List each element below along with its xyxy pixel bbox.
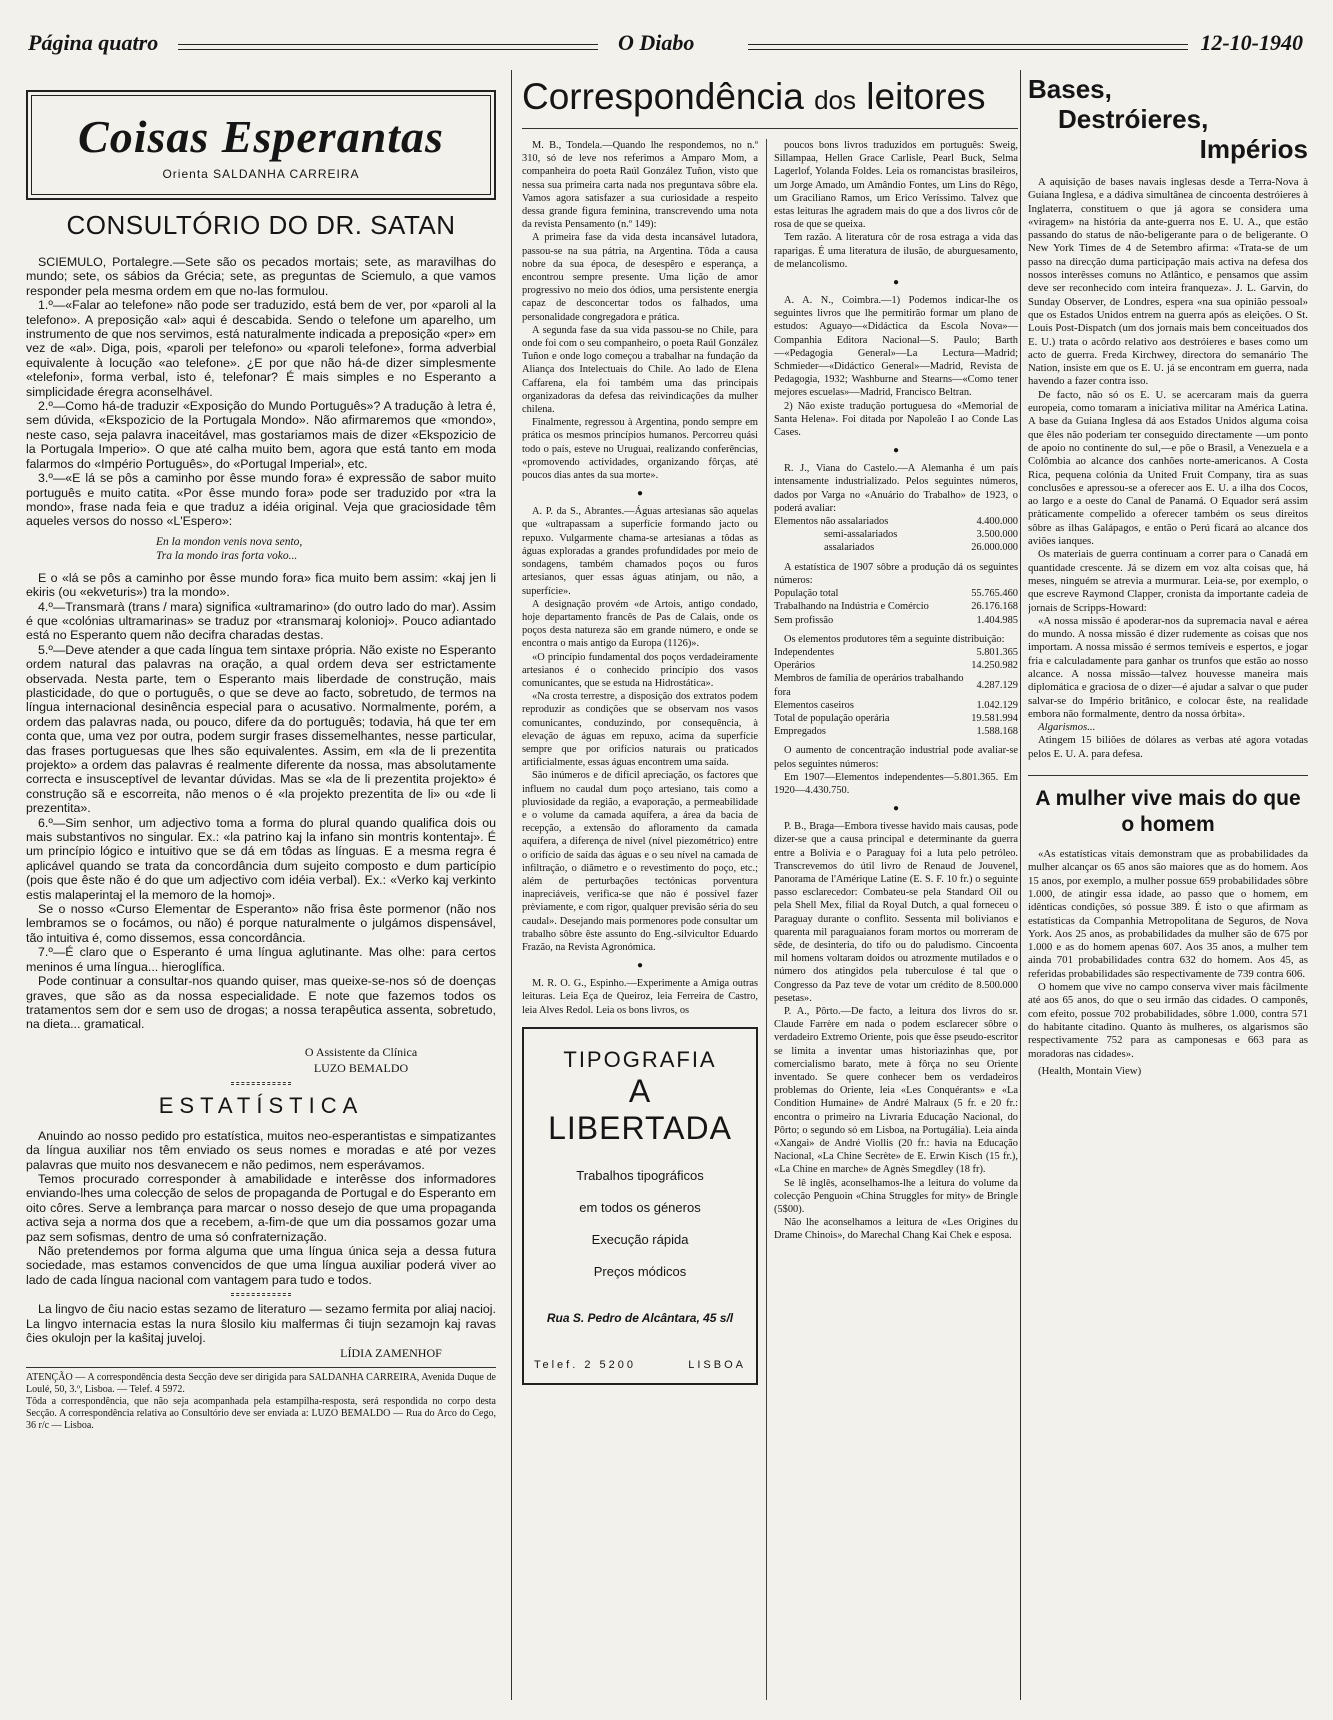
- letter-reply: P. A., Pôrto.—De facto, a leitura dos livros do sr. Claude Farrère em nada o podem esclarecer sôbre o verdadeiro Extremo Oriente, pois que êsse pseudo-escritor se limita a inventar umas historiazinhas que, por comercialismo barato, mete à fôrça no seu Oriente inventado. Se quere conhecer bem os verdadeiros problemas do Oriente, leia «Les Conquérants» e «La Condition Humaine» de André Malraux (5 fr. e 20 fr.: encontra o primeiro na Livraria Educação Nacional, do Pôrto; o segundo só em Lisboa, na Portugália). Leia ainda «Xangai» de André Viollis (20 fr.: havia na Educação Nacional, «La Chine Secrète» de E. Erwin Kisch (15 fr.), «La Chine en marche» de Agnès Smegdley (18 fr).: [774, 1005, 1018, 1176]
- article-paragraph: Não pretendemos por forma alguma que uma língua única seja a dessa futura sociedade, mas estamos convencidos de que uma língua auxiliar poderá viver ao lado de cada língua nacional com vantagem para tudo e todos.: [26, 1243, 496, 1287]
- corr-subcolumn-left: [522, 139, 758, 1385]
- table-row: [774, 646, 1018, 659]
- ad-line: Trabalhos tipográficos: [576, 1167, 704, 1183]
- article-paragraph: 2.º—Como há-de traduzir «Exposição do Mundo Português»? A tradução à letra é, sem dúvida, «Ekspozicio de la Portugala Mondo». Não afirmaremos que «mondo», neste caso, seja palavra inaceitável, mas gostariamos mais de dizer «Ekspozicio de la Portugala Imperio». O que até calha muito bem, agora que está tanto em moda falarmos do «Império Português», do «Portugal Imperial», etc.: [26, 399, 496, 471]
- table-row: [774, 541, 1018, 554]
- table-row: [774, 725, 1018, 738]
- heading-rule: [522, 128, 1018, 129]
- letter-reply: A primeira fase da vida desta incansável lutadora, passou-se na sua pátria, na Argentina. Tôda a causa nobre da sua época, de desespêro e esperança, a encontrou sempre presente. Uma lição de amor progressivo no meio dos ódios, uma persistente energia capaz de desconcertar todos os falhados, uma personalidade congregadora e prática.: [522, 232, 758, 323]
- table-value: 1.404.985: [976, 614, 1018, 626]
- column-divider: [1020, 70, 1021, 1700]
- coisas-esperantas-column: [26, 70, 496, 1700]
- signature-name: LUZO BEMALDO: [313, 1060, 409, 1075]
- letter-reply: Tem razão. A literatura côr de rosa estraga a vida das raparigas. É uma literatura de ilusão, de aburguesamento, de melancolismo.: [774, 232, 1018, 270]
- table-label: Total de população operária: [774, 712, 890, 724]
- table-value: 55.765.460: [971, 588, 1018, 600]
- letter-reply: M. R. O. G., Espinho.—Experimente a Amiga outras leituras. Leia Eça de Queiroz, leia Ferreira de Castro, leia Alves Redol. Leia os bons livros, os: [522, 978, 758, 1016]
- heading-line: Bases,: [1028, 74, 1112, 104]
- article-paragraph: «As estatísticas vitais demonstram que as probabilidades da mulher alcançar os 65 anos são maiores que as do homem. Aos 15 anos, por exemplo, a mulher possue 659 probabilidades sôbre 1.000, de atingir essa idade, ao passo que o homem, em idênticas condições, só possue 389. É isto o que afirmam as estatísticas da Companhia Metropolitana de Seguros, de Nova York. Aos 25 anos, as probabilidades da mulher são de 675 por 1.000 e as do homem apenas 607. Aos 35 anos, a mulher tem ainda 701 probabilidades contra 632 do homem. Aos 45, as referidas probabilidades são respectivamente de 739 contra 606.: [1028, 848, 1308, 980]
- letter-reply: Os elementos produtores têm a seguinte distribuição:: [784, 633, 1005, 645]
- stats-table: [774, 515, 1018, 555]
- article-paragraph: Os materiais de guerra continuam a correr para o Canadá em quantidade crescente. Já se dizem em voz alta coisas que, há meses, ninguém se atrevia a murmurar. Leia-se, por exemplo, o que escreve Raymond Clapper, cronista da importante cadeia de jornais de Scripps-Howard:: [1028, 548, 1308, 614]
- corr-subcolumn-right: [774, 139, 1018, 1243]
- article-paragraph: 7.º—É claro que o Esperanto é uma língua aglutinante. Mas olhe: para certos meninos é uma língua... hieroglífica.: [26, 945, 496, 974]
- letter-reply: A designação provém «de Artois, antigo condado, hoje departamento francês de Pas de Calais, onde os poços desta natureza são em grande número, e onde se encontra o mais antigo da Europa (1126)».: [522, 598, 758, 650]
- article-paragraph: E o «lá se pôs a caminho por êsse mundo fora» fica muito bem assim: «kaj jen li ekiris (ou «ekveturis») tra la mondo».: [26, 570, 496, 600]
- article-paragraph: De facto, não só os E. U. se acercaram mais da guerra europeia, como tomaram a iniciativa militar na América Latina. A base da Guiana Inglesa dá aos Estados Unidos alguma coisa que êles não poderiam ter conseguido directamente —um ponto de apoio no continente do sul,—e põe o Brasil, a Venezuela e a Colômbia ao alcance dos canhões norte-americanos. A Costa Rica, pequena colónia da United Fruit Company, tira as suas conclusões e apressou-se a oferecer aos E. U. a ilha dos Cocos, ao largo e a oeste do Canal de Panamá. O Equador será assim pràticamente compelido a oferecer também os seus direitos sôbre as ilhas Galápagos, e então o Perú ficará ao alcance dos aviões ianques.: [1028, 388, 1308, 548]
- table-row: [774, 712, 1018, 725]
- table-label: Trabalhando na Indústria e Comércio: [774, 601, 929, 613]
- masthead-rule: [178, 44, 598, 50]
- table-label: Independentes: [774, 646, 835, 658]
- article-paragraph: Atingem 15 biliões de dólares as verbas até agora votadas pelos E. U. A. para defesa.: [1028, 734, 1308, 760]
- heading-line: Destróieres,: [1058, 104, 1209, 134]
- table-label: População total: [774, 588, 839, 600]
- bases-column: [1028, 70, 1308, 1700]
- stats-table: [774, 646, 1018, 738]
- page-number: Página quatro: [28, 30, 159, 55]
- table-row: [774, 699, 1018, 712]
- letter-reply: Não lhe aconselhamos a leitura de «Les Origines du Drame Chinois», do Marechal Chang Kai Chek e esposa.: [774, 1217, 1018, 1242]
- separator-dot: ●: [636, 488, 644, 500]
- table-label: Sem profissão: [774, 614, 834, 626]
- ad-phone: Telef. 2 5200: [534, 1358, 636, 1371]
- table-row: [774, 515, 1018, 528]
- section-banner: [26, 90, 496, 200]
- article-paragraph: 1.º—«Falar ao telefone» não pode ser traduzido, está bem de ver, por «paroli al la telefono». A preposição «al» aqui é descabida. Sendo o telefone um aparelho, um instrumento de que nos servimos, está naturalmente indicada a preposição «per» em vez de «al». Diga, pois, «paroli per telefono» ou «paroli telefone», forma adverbial equivalente à locução «ao telefone». ¿E por que não há-de dizer simplesmente «telefoni», forma verbal, isto é, telefonar? É mais simples e no Esperanto a simplicidade éregra aconselhável.: [26, 298, 496, 399]
- ad-line: Execução rápida: [591, 1231, 689, 1247]
- letter-reply: A estatística de 1907 sôbre a produção dá os seguintes números:: [774, 561, 1018, 586]
- letter-reply: O aumento de concentração industrial pode avaliar-se pelos seguintes números:: [774, 745, 1018, 770]
- letter-reply: Se lê inglês, aconselhamos-lhe a leitura do volume da colecção Penguoin «China Struggles for mity» de Bringle (5$00).: [774, 1177, 1018, 1216]
- table-value: 3.500.000: [976, 529, 1018, 541]
- issue-date: 12-10-1940: [1200, 30, 1303, 55]
- ad-city: LISBOA: [688, 1358, 746, 1371]
- separator-dot: ●: [636, 960, 644, 972]
- table-value: 14.250.982: [971, 660, 1018, 672]
- table-label: Empregados: [774, 726, 826, 738]
- table-label: semi-assalariados: [824, 529, 898, 541]
- correspondencia-column: [522, 70, 1018, 1700]
- signature-line: O Assistente da Clínica: [304, 1044, 418, 1059]
- table-value: 5.801.365: [976, 646, 1018, 658]
- letter-reply: poucos bons livros traduzidos em português: Sweig, Sillampaa, Hellen Grace Carlisle, Pearl Buck, Selma Lagerlof, Yolanda Foldes. Leia os romancistas brasileiros, um Jorge Amado, um Amândio Fontes, um Lins do Rêgo, um Graciliano Ramos, um Erico Veríssimo. Talvez que estas leituras lhe agradem mais do que a dos livros côr de rosa de que se queixa.: [774, 140, 1018, 231]
- article-paragraph: «A nossa missão é apoderar-nos da supremacia naval e aérea do mundo. A nossa missão é dizer rudemente as coisas que nos importam. A nossa missão é sermos temíveis e espertos, e jogar fria e calculadamente para ganhar os trunfos que estão ao nosso alcance. A nossa missão—talvez houvesse maneira mais diplomática e graciosa de o dizer—é ajudar a salvar o que puder salvar-se do Império britânico, e colocar êste, na realidade embora não formalmente, dentro da nossa órbita».: [1028, 614, 1308, 720]
- article-paragraph: O homem que vive no campo conserva viver mais fàcilmente até aos 65 anos, do que o seu irmão das cidades. O camponês, com efeito, possue 702 probabilidades, sôbre 1.000, contra 571 do habitante citadino. Quanto às mulheres, os algarismos são respectivamente 752 para as camponesas e 663 para as moradoras nas cidades».: [1028, 981, 1308, 1060]
- letter-reply: M. B., Tondela.—Quando lhe respondemos, no n.º 310, só de leve nos referimos a Amparo Mom, a companheira do poeta Raúl González Tuñon, visto que nessa sua primeira carta nada nos preguntava sôbre ela. Vamos agora satisfazer a sua curiosidade a respeito dessa grande figura feminina, transcrevendo uma nota da revista Pensamento (n.º 149):: [522, 140, 758, 231]
- ad-address: Rua S. Pedro de Alcântara, 45 s/l: [546, 1310, 734, 1325]
- article-paragraph: A aquisição de bases navais inglesas desde a Terra-Nova à Guiana Inglesa, e a dádiva simultânea de cincoenta destróieres à Inglaterra, constituem o que já agora se considera uma «viragem» na história da ante-guerra nos E. U. A., que estão passando do status de não-beligerante para o de beligerante. O New York Times de 4 de Setembro afirma: «Trata-se de um passo na direcção duma participação mais activa na defesa dos nossos interêsses comuns no Atlântico, e pensamos que assim deve ser reconhecido com inteira franqueza». J. L. Garvin, do Sunday Observer, de Londres, espera «na sua opinião pessoal» que os Estados Unidos entrem na guerra após as eleições. O St. Louis Post-Dispatch (um dos jornais mais bem conceituados dos E. U.) trata o acôrdo relativo aos destróieres e bases como um acto de guerra. Freda Kirchwey, directora do semanário The Nation, insiste em que os E. U. já se encontram em guerra, nada havendo a fazer contra isso.: [1028, 176, 1308, 388]
- table-label: Operários: [774, 660, 815, 672]
- verse: [156, 535, 496, 563]
- newspaper-name: O Diabo: [618, 30, 695, 55]
- table-label: Elementos não assalariados: [774, 516, 889, 528]
- ornament-divider: [231, 1082, 291, 1085]
- heading-word: leitores: [866, 76, 986, 117]
- separator-dot: ●: [892, 803, 900, 815]
- table-label: assalariados: [824, 542, 875, 554]
- notice-text: Tôda a correspondência, que não seja acompanhada pela estampilha-resposta, será respondida no corpo desta Secção. A correspondência relativa ao Consultório deve ser enviada a: LUZO BEMALDO — Rua do Arco do Cego, 36 r/c — Lisboa.: [26, 1396, 496, 1432]
- article-paragraph: 5.º—Deve atender a que cada língua tem sintaxe própria. Não existe no Esperanto ordem natural das palavras na oração, a qual ordem deva ser estrictamente observada. Nesta parte, tem o Esperanto mais liberdade de construção, mais plasticidade, do que o português, o que se deve ao facto, sobretudo, de termos na língua internacional desinência especial para o acusativo. Normalmente, porém, a ordem das palavras nada, ou pouco, difere da do português; todavia, há que ter em conta que, uma vez por outra, podem surgir frases dissemelhantes, nesse particular, das frases portuguesas que lhes são equivalentes. Assim, em «la de li prezentita projekto» a ordem das palavras é realmente diferente da nossa, mas absolutamente correcta e insusceptível de levantar dúvidas. Mas se «la de li prezentita projekto» é construção sã e escorreita, não menos o é «la projekto prezentita de li» ou «de li prezentita».: [26, 642, 496, 816]
- notice-text: ATENÇÃO — A correspondência desta Secção deve ser dirigida para SALDANHA CARREIRA, Avenida Duque de Loulé, 50, 3.º, Lisboa. — Telef. 4 5972.: [26, 1372, 496, 1396]
- table-value: 4.400.000: [976, 516, 1018, 528]
- letter-reply: Finalmente, regressou à Argentina, pondo sempre em prática os mesmos princípios humanos. Percorreu quási todo o país, esteve no Uruguai, realizando conferências, «promovendo actividades, organizando fôrças, até poucos dias antes da sua morte».: [522, 417, 758, 482]
- letter-reply: R. J., Viana do Castelo.—A Alemanha é um país intensamente industrializado. Pelos seguintes números, dados por Varga no «Anuário do Trabalho» de 1923, o poderá avaliar:: [774, 463, 1018, 514]
- heading-word: dos: [814, 85, 856, 115]
- letter-reply: A segunda fase da sua vida passou-se no Chile, para onde foi com o seu companheiro, o poeta Raúl González Tuñon e onde logo começou a trabalhar na fundação da Aliança dos Intelectuais do Chile. Ao lado de Elena Caffarena, ela foi também uma das principais organizadoras da defesa das reivindicações da mulher chilena.: [522, 324, 758, 416]
- table-value: 1.042.129: [976, 699, 1018, 711]
- letter-reply: São inúmeros e de difícil apreciação, os factores que influem no caudal dum poço artesiano, tais como a pluviosidade da região, a evaporação, a permeabilidade e o volume da camada aquífera, a área da bacia de recepção, a extensão do afloramento da camada aquífera, a diferença de nível (nível piezométrico) entre o orifício de saída das águas e o seu nível na camada de infiltração, o diâmetro e o revestimento do poço, etc.; além de perturbações tectónicas porventura inapreciáveis, verifica-se que não é possível fazer prèviamente, e com rigor, qualquer previsão séria do seu caudal». Desejando mais pormenores pode consultar um trabalho sôbre êste assunto do Eng.-silvicultor Eduardo Frazão, na Revista Agronómica.: [522, 770, 758, 953]
- ornament-divider: [231, 1293, 291, 1296]
- ad-footer: [534, 1359, 746, 1371]
- stats-table: [774, 587, 1018, 627]
- heading-line: Impérios: [1199, 134, 1308, 164]
- subcolumn-divider: [766, 139, 767, 1700]
- mulher-heading: A mulher vive mais do que o homem: [1028, 775, 1308, 838]
- article-paragraph: 4.º—Transmarà (trans / mara) significa «ultramarino» (do outro lado do mar). Assim é que «colónias ultramarinas» se traduz por «transmaraj kolonioj». Pouco adiantado está no Esperanto quem não decifra charadas destas.: [26, 599, 496, 643]
- letter-reply: «O princípio fundamental dos poços verdadeiramente artesianos é o conhecido princípio dos vasos comunicantes, que se estuda na Hidrostática».: [522, 651, 758, 689]
- article-paragraph: 3.º—«E lá se pôs a caminho por êsse mundo fora» é expressão de sabor muito português e muito catita. «Por êsse mundo fora» pode ser traduzido por «tra la mondo», frase nada feia e que traduz a idéia original. Veja que graciosidade têm aqueles versos do nosso «L'Espero»:: [26, 471, 496, 529]
- table-row: [774, 600, 1018, 613]
- table-row: [774, 587, 1018, 600]
- article-paragraph: SCIEMULO, Portalegre.—Sete são os pecados mortais; sete, as maravilhas do mundo; sete, os sábios da Grécia; sete, as preguntas de Sciemulo, a que vamos responder pela mesma ordem em que no-las formulou.: [26, 255, 496, 298]
- ad-line: Preços módicos: [593, 1263, 687, 1279]
- column-divider: [511, 70, 512, 1700]
- masthead-rule: [748, 44, 1188, 50]
- tipografia-advertisement: [522, 1027, 758, 1385]
- heading-word: Correspondência: [522, 76, 804, 117]
- masthead: [28, 30, 1303, 60]
- table-row: [774, 659, 1018, 672]
- letter-reply: «Na crosta terrestre, a disposição dos extratos podem reproduzir as condições que se observam nos vasos comunicantes, conduzindo, por consequência, à elevação de águas em repuxo, acima da superfície sempre que por orifícios naturais ou praticados artificialmente, essas águas encontrem uma saída.: [522, 691, 758, 769]
- verse-line: Tra la mondo iras forta voko...: [156, 549, 298, 562]
- table-row: [774, 614, 1018, 627]
- table-value: 4.287.129: [976, 679, 1018, 691]
- table-label: Membros de família de operários trabalhando fora: [774, 673, 964, 698]
- ad-company: A LIBERTADA: [548, 1072, 732, 1146]
- table-value: 26.000.000: [971, 542, 1018, 554]
- quote-author: LÍDIA ZAMENHOF: [340, 1346, 442, 1361]
- estatistica-heading: ESTATÍSTICA: [158, 1092, 364, 1118]
- table-row: [774, 672, 1018, 698]
- article-paragraph: Temos procurado corresponder à amabilidade e interêsse dos informadores enviando-lhes uma colecção de selos de propaganda de Portugal e do Esperanto em oito côres. Serve a lembrança para marcar o nosso desejo de que uma propaganda activa seja a norma dos que a recebem, a-fim-de que um dia possamos gozar uma paz sem sofismas, dentro de uma só confraternização.: [26, 1171, 496, 1244]
- esperanto-quote: La lingvo de ĉiu nacio estas sezamo de literaturo — sezamo fermita por aliaj nacioj. La lingvo internacia estas la nura ŝlosilo kiu malfermas ĉi tiujn sezamojn kaj ravas ĉies okulojn per la kaŝitaj juveloj.: [26, 1302, 496, 1345]
- article-paragraph: Pode continuar a consultar-nos quando quiser, mas queixe-se-nos só de doenças graves, que são as da nossa especialidade. E note que fazemos todos os tratamentos sem dor e sem uso de drogas; a nossa terapêutica assenta, sobretudo, na dieta... gramatical.: [26, 974, 496, 1032]
- table-label: Elementos caseiros: [774, 699, 854, 711]
- article-paragraph: Se o nosso «Curso Elementar de Esperanto» não frisa êste pormenor (não nos lembramos se o focámos, ou não) é porque naturalmente o julgámos dispensável, tão intuitiva é, como dissemos, essa concordância.: [26, 902, 496, 945]
- notice-rule: [26, 1367, 496, 1368]
- letter-reply: Em 1907—Elementos independentes—5.801.365. Em 1920—4.430.750.: [774, 771, 1018, 796]
- section-editor: Orienta SALDANHA CARREIRA: [162, 166, 360, 181]
- consultorio-heading: CONSULTÓRIO DO DR. SATAN: [66, 210, 456, 240]
- letter-reply: A. A. N., Coimbra.—1) Podemos indicar-lhe os seguintes livros que lhe permitirão formar um plano de estudos: Aguayo—«Didáctica da Escola Nova»—Companhia Editora Nacional—S. Paulo; Barth—«Pedagogia General»—La Lectura—Madrid; Schmieder—«Didáctico General»—Madrid, Revista de Pedagogia, 1932; Washburne and Stearns—«Como tener mejores escuelas»—Madrid, Francisco Beltran.: [774, 295, 1018, 399]
- separator-dot: ●: [892, 277, 900, 289]
- article-paragraph: 6.º—Sim senhor, um adjectivo toma a forma do plural quando qualifica dois ou mais substantivos no singular. Ex.: «la patrino kaj la infano sin montris kontentaj». É um princípio lógico e intuitivo que se dá em tôdas as línguas. E a mesma regra é aplicável quando se trata da concordância dum sujeito composto e dum particípio (pois que êste não é do que um adjectivo com idéia verbal). Ex.: «Verko kaj verkinto estis malaperintaj el la memoro de la homoj».: [26, 815, 496, 902]
- letter-reply: P. B., Braga—Embora tivesse havido mais causas, pode dizer-se que a causa principal e determinante da guerra entre a Bolívia e o Paraguay foi a luta pelo petróleo. Transcrevemos do útil livro de Renaud de Jouvenel, Panorama de l'Amérique Latine (E. S. F. 10 fr.) o seguinte passo esclarecedor: Combateu-se pela Standard Oil ou pela Shell Mex, filial da Royal Dutch, a qual forneceu o Paraguay durante o conflito. Sessenta mil bolivianos e quarenta mil paraguaianos foram mortos ou morreram de sêde, de desinteria, do tifo ou do paludismo. Cincoenta mil homens voltaram doidos ou atrozmente mutilados e o número dos atingidos pela tuberculose é tal que o Congresso da Paz teve de votar um crédito de 8.500.000 pesetas».: [774, 821, 1018, 1004]
- table-value: 26.176.168: [971, 601, 1018, 613]
- ad-line: em todos os géneros: [579, 1199, 701, 1215]
- verse-line: En la mondon venis nova sento,: [156, 535, 303, 548]
- subheading: Algarismos...: [1038, 721, 1096, 734]
- source-credit: (Health, Montain View): [1038, 1064, 1142, 1077]
- separator-dot: ●: [892, 445, 900, 457]
- table-row: [774, 528, 1018, 541]
- correspondencia-heading: [522, 76, 1018, 118]
- letter-reply: 2) Não existe tradução portuguesa do «Memorial de Santa Helena». Foi ditada por Napoleão I ao Conde Las Cases.: [774, 400, 1018, 439]
- ad-line: TIPOGRAFIA: [563, 1046, 717, 1072]
- section-title: Coisas Esperantas: [78, 110, 444, 162]
- table-value: 1.588.168: [976, 726, 1018, 738]
- article-paragraph: Anuindo ao nosso pedido pro estatística, muitos neo-esperantistas e simpatizantes da língua auxiliar nos têm enviado os seus nomes e moradas e até por vezes palavras que muito nos desvanecem e não pedimos, nem esperávamos.: [26, 1128, 496, 1172]
- bases-heading: [1028, 74, 1308, 164]
- table-value: 19.581.994: [971, 712, 1018, 724]
- letter-reply: A. P. da S., Abrantes.—Águas artesianas são aquelas que «ultrapassam a superfície formando jacto ou repuxo. Vulgarmente chama-se artesianas a tôdas as águas exploradas a grandes profundidades por meio de sondagens, também chamados poços ou furos artesianos, quer essas águas atinjam, ou não, a superfície».: [522, 506, 758, 597]
